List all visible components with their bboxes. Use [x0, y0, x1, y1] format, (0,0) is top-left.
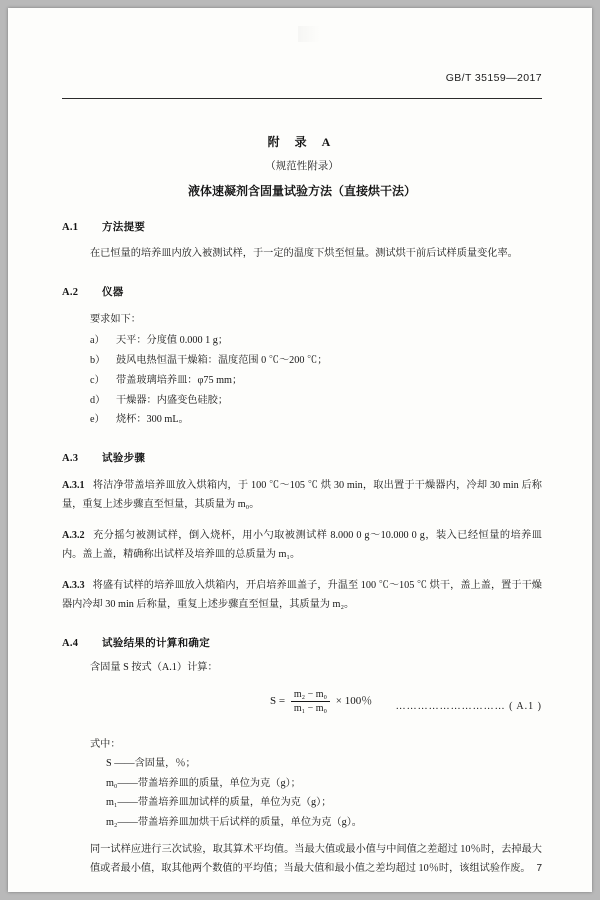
section-a2-lead: 要求如下：: [90, 313, 141, 325]
section-a4: [62, 635, 542, 879]
section-a1-heading: [62, 219, 542, 234]
formula-leader: [396, 701, 542, 712]
clause-a33-number: A.3.3: [62, 579, 85, 591]
list-item-label: d）: [90, 394, 106, 406]
instrument-list: [62, 331, 542, 430]
section-a2-heading: [62, 284, 542, 299]
definition-item: m₁——带盖培养皿加试样的质量，单位为克（g）；: [106, 797, 332, 809]
symbol-definitions: [106, 754, 542, 832]
formula-denominator: m₁ − m₀: [293, 703, 327, 715]
section-a2-title: 仪器: [102, 286, 124, 298]
section-a4-heading: [62, 635, 542, 650]
list-item-text: 天平：分度值 0.000 1 g；: [116, 334, 229, 346]
list-item: [90, 391, 542, 411]
formula-multiplier: × 100％: [335, 695, 373, 708]
list-item-text: 带盖玻璃培养皿：φ75 mm；: [116, 374, 243, 386]
annex-name: 液体速凝剂含固量试验方法（直接烘干法）: [187, 184, 416, 198]
list-item-label: e）: [90, 414, 105, 426]
clause-a31-text: 将洁净带盖培养皿放入烘箱内，于 100 ℃～105 ℃ 烘 30 min，取出置于干燥器内，冷却 30 min 后称量，重复上述步骤直至恒量，其质量为 m₀。: [62, 480, 542, 511]
section-a1: [62, 219, 542, 264]
list-item: [90, 351, 542, 371]
scan-artifact: [298, 26, 320, 42]
page-number: 7: [536, 863, 542, 874]
formula-numerator: m₂ − m₀: [291, 689, 330, 702]
section-a1-number: A.1: [62, 222, 79, 233]
page-content: [62, 72, 542, 874]
formula-lhs: S =: [270, 695, 286, 708]
clause-a31: [62, 477, 542, 515]
section-a3: [62, 450, 542, 614]
section-a4-number: A.4: [62, 637, 79, 649]
section-a2: [62, 284, 542, 430]
definition-item: S ——含固量，％；: [106, 758, 196, 770]
clause-a32-text: 充分摇匀被测试样，倒入烧杯，用小勺取被测试样 8.000 0 g～10.000 0 g，装入已经恒量的培养皿内。盖上盖，精确称出试样及培养皿的总质量为 m₁。: [62, 530, 542, 560]
section-a1-title: 方法提要: [102, 222, 146, 233]
clause-a32-number: A.3.2: [62, 530, 85, 542]
section-a3-number: A.3: [62, 453, 79, 465]
list-item-label: c）: [90, 374, 105, 386]
section-a4-intro: 含固量 S 按式（A.1）计算：: [90, 661, 218, 673]
formula-label: ( A.1 ): [509, 701, 542, 713]
page-header: [62, 72, 542, 99]
section-a1-paragraph: 在已恒量的培养皿内放入被测试样，于一定的温度下烘至恒量。测试烘干前后试样质量变化率。: [90, 248, 518, 259]
clause-a32: [62, 527, 542, 565]
section-a4-closing: 同一试样应进行三次试验，取其算术平均值。当最大值或最小值与中间值之差超过 10％时，去掉最大值或者最小值，取其他两个数值的平均值；当最大值和最小值之差均超过 10％时，该组试验作废。: [90, 843, 542, 874]
section-a4-title: 试验结果的计算和确定: [102, 637, 210, 649]
section-a3-title: 试验步骤: [102, 453, 146, 465]
annex-label: 附 录 A: [267, 135, 337, 149]
where-label: 式中：: [90, 739, 121, 751]
clause-a33: [62, 577, 542, 615]
standard-number: GB/T 35159—2017: [445, 72, 542, 84]
annex-kind: （规范性附录）: [265, 161, 339, 172]
definition-item: m₂——带盖培养皿加烘干后试样的质量，单位为克（g）。: [106, 816, 362, 828]
document-page: [8, 8, 592, 892]
section-a2-number: A.2: [62, 286, 79, 298]
clause-a33-text: 将盛有试样的培养皿放入烘箱内，开启培养皿盖子，升温至 100 ℃～105 ℃ 烘干，盖上盖，置于干燥器内冷却 30 min 后称量，重复上述步骤直至恒量，其质量为 m₂。: [62, 579, 542, 610]
list-item-text: 烧杯：300 mL。: [116, 414, 189, 426]
clause-a31-number: A.3.1: [62, 480, 85, 492]
list-item-label: a）: [90, 334, 105, 346]
list-item-text: 鼓风电热恒温干燥箱：温度范围 0 ℃～200 ℃；: [116, 354, 328, 366]
list-item-text: 干燥器：内盛变色硅胶；: [116, 394, 229, 406]
list-item: [90, 371, 542, 391]
definition-item: m₀——带盖培养皿的质量，单位为克（g）；: [106, 777, 301, 789]
annex-title-block: [62, 133, 542, 199]
formula-a1: [90, 689, 542, 731]
formula-expression: [270, 689, 372, 714]
formula-fraction: [291, 689, 330, 714]
formula-dots: …………………………: [395, 701, 506, 713]
list-item-label: b）: [90, 354, 106, 366]
list-item: [90, 331, 542, 351]
list-item: [90, 410, 542, 430]
section-a3-heading: [62, 450, 542, 465]
